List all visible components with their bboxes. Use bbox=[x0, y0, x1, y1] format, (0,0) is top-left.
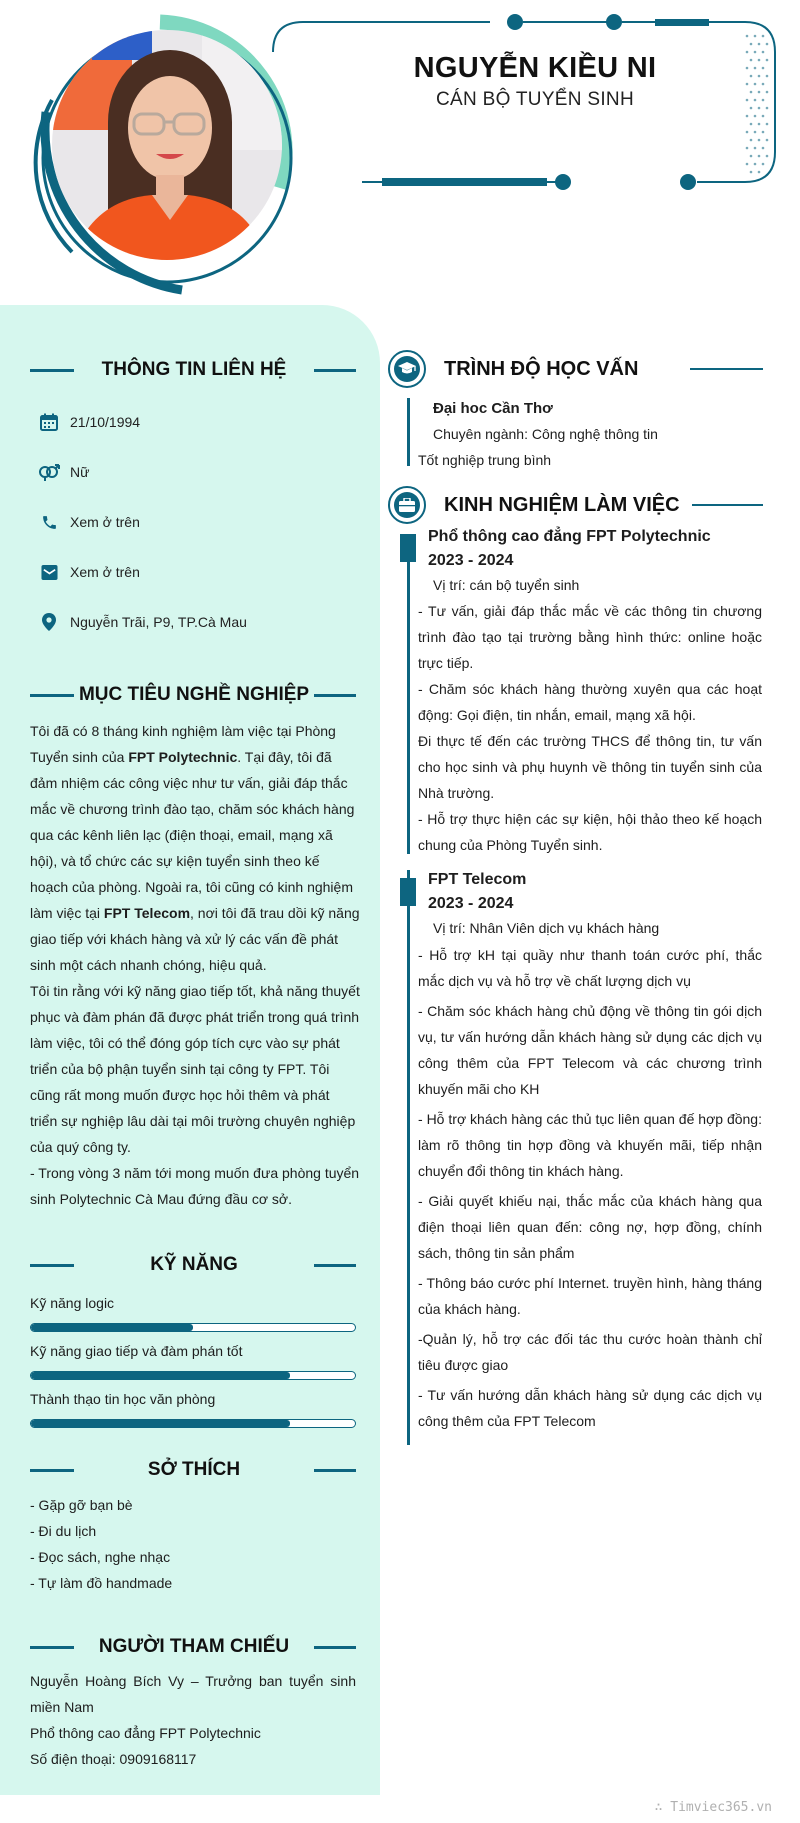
company-highlight: FPT Telecom bbox=[103, 905, 191, 921]
company-name: FPT Telecom bbox=[428, 871, 527, 888]
objective-text bbox=[30, 718, 360, 1212]
job-role: Vị trí: Nhân Viên dịch vụ khách hàng bbox=[433, 920, 660, 936]
school-major: Chuyên ngành: Công nghệ thông tin bbox=[433, 426, 658, 442]
skill-label: Thành thạo tin học văn phòng bbox=[30, 1391, 216, 1407]
reference-line: Nguyễn Hoàng Bích Vy – Trưởng ban tuyển sinh miền Nam bbox=[30, 1673, 356, 1715]
job-detail-line: Đi thực tế đến các trường THCS để thông tin, tư vấn cho học sinh và phụ huynh về thông tin tuyển sinh của Nhà trường. bbox=[418, 733, 762, 801]
education-icon-circle bbox=[388, 350, 426, 388]
job-detail-line: - Giải quyết khiếu nại, thắc mắc của khách hàng qua điện thoại liên quan đến: công nợ, hợp đồng, chính sách, thông tin sản phẩm bbox=[418, 1193, 762, 1261]
education-heading-text: TRÌNH ĐỘ HỌC VẤN bbox=[444, 357, 639, 380]
objective-heading bbox=[30, 680, 356, 710]
experience-heading bbox=[388, 486, 763, 524]
list-item: - Gặp gỡ bạn bè bbox=[30, 1497, 133, 1513]
job-title: CÁN BỘ TUYỂN SINH bbox=[436, 89, 634, 110]
list-item: - Đi du lịch bbox=[30, 1523, 97, 1539]
job-detail-line: - Chăm sóc khách hàng chủ động về thông tin gói dịch vụ, tư vấn hướng dẫn khách hàng sử dụng các dịch vụ công thêm của FPT Telecom và các chương trình khuyến mãi cho KH bbox=[418, 1003, 762, 1097]
experience-icon-circle bbox=[388, 486, 426, 524]
avatar bbox=[52, 30, 282, 260]
skill-bar bbox=[30, 1419, 356, 1428]
calendar-icon bbox=[38, 411, 60, 433]
skill-label: Kỹ năng giao tiếp và đàm phán tốt bbox=[30, 1343, 243, 1359]
skill-bar bbox=[30, 1323, 356, 1332]
education-heading bbox=[388, 350, 763, 388]
education-timeline bbox=[407, 398, 410, 466]
hobbies-heading bbox=[30, 1455, 356, 1485]
skill-bar bbox=[30, 1371, 356, 1380]
hobbies-list bbox=[30, 1492, 360, 1596]
job-period: 2023 - 2024 bbox=[428, 895, 514, 912]
job-timeline bbox=[407, 534, 410, 854]
job-details bbox=[418, 598, 762, 858]
reference-line: Số điện thoại: 0909168117 bbox=[30, 1751, 197, 1767]
skill-fill bbox=[31, 1324, 193, 1331]
job-detail-line: - Tư vấn hướng dẫn khách hàng sử dụng các dịch vụ công thêm của FPT Telecom bbox=[418, 1387, 762, 1429]
skill-item bbox=[30, 1295, 356, 1332]
avatar-portrait bbox=[52, 30, 282, 260]
address-value: Nguyễn Trãi, P9, TP.Cà Mau bbox=[70, 614, 247, 630]
job-period: 2023 - 2024 bbox=[428, 552, 514, 569]
birthday-value: 21/10/1994 bbox=[70, 414, 141, 430]
skill-fill bbox=[31, 1420, 290, 1427]
contact-birthday bbox=[38, 409, 368, 435]
contact-gender bbox=[38, 459, 368, 485]
skill-label: Kỹ năng logic bbox=[30, 1295, 115, 1311]
briefcase-icon bbox=[394, 492, 420, 518]
job-marker bbox=[400, 534, 416, 562]
job-detail-line: - Hỗ trợ khách hàng các thủ tục liên quan đế hợp đồng: làm rõ thông tin hợp đồng và khuyến mãi, tiếp nhận chuyển đổi thông tin khách hàng. bbox=[418, 1111, 762, 1179]
skill-item bbox=[30, 1343, 356, 1380]
job-detail-line: - Tư vấn, giải đáp thắc mắc về các thông tin chương trình đào tạo tại trường bằng hình thức: online hoặc trực tiếp. bbox=[418, 603, 762, 671]
hobbies-heading-text: SỞ THÍCH bbox=[147, 1459, 241, 1480]
skills-heading bbox=[30, 1250, 356, 1280]
job-timeline bbox=[407, 870, 410, 1445]
job-detail-line: - Chăm sóc khách hàng thường xuyên qua các hoạt động: Gọi điện, tin nhắn, email, mạng xã hội. bbox=[418, 681, 762, 723]
full-name: NGUYỄN KIỀU NI bbox=[413, 52, 657, 84]
skill-item bbox=[30, 1391, 356, 1428]
job-company bbox=[428, 525, 711, 573]
job-company bbox=[428, 868, 526, 916]
cv-header bbox=[0, 0, 800, 300]
experience-heading-text: KINH NGHIỆM LÀM VIỆC bbox=[444, 493, 680, 516]
contact-phone bbox=[38, 509, 368, 535]
objective-heading-text: MỤC TIÊU NGHỀ NGHIỆP bbox=[78, 684, 310, 705]
job-detail-line: -Quản lý, hỗ trợ các đối tác thu cước hoàn thành chỉ tiêu được giao bbox=[418, 1331, 762, 1373]
phone-value: Xem ở trên bbox=[70, 514, 140, 530]
contact-heading-text: THÔNG TIN LIÊN HỆ bbox=[101, 359, 287, 380]
school-result: Tốt nghiệp trung bình bbox=[418, 452, 552, 468]
skill-fill bbox=[31, 1372, 290, 1379]
objective-paragraph-3: - Trong vòng 3 năm tới mong muốn đưa phòng tuyển sinh Polytechnic Cà Mau đứng đầu cơ sở. bbox=[30, 1165, 360, 1207]
job-details bbox=[418, 942, 762, 1434]
job-detail-line: - Hỗ trợ kH tại quầy như thanh toán cước phí, thắc mắc dịch vụ và hỗ trợ về chất lượng dịch vụ bbox=[418, 947, 762, 989]
gender-value: Nữ bbox=[70, 464, 90, 480]
company-highlight: FPT Polytechnic bbox=[128, 749, 238, 765]
objective-paragraph-2: Tôi tin rằng với kỹ năng giao tiếp tốt, khả năng thuyết phục và đàm phán đã được phát triển trong quá trình làm việc, tôi có thể đóng góp tích cực vào sự phát triển của bộ phận tuyển sinh tại công ty FPT. Tôi cũng rất mong muốn được học hỏi thêm và phát triển sự nghiệp lâu dài tại môi trường chuyên nghiệp của quý công ty. bbox=[30, 983, 360, 1155]
reference-heading bbox=[30, 1632, 356, 1662]
name-block bbox=[400, 52, 670, 111]
email-value: Xem ở trên bbox=[70, 564, 140, 580]
skills-heading-text: KỸ NĂNG bbox=[150, 1254, 238, 1275]
avatar-wrapper bbox=[52, 30, 282, 260]
reference-text bbox=[30, 1668, 356, 1772]
job-detail-line: - Hỗ trợ thực hiện các sự kiện, hội thảo theo kế hoạch chung của Phòng Tuyển sinh. bbox=[418, 811, 762, 853]
gender-icon bbox=[38, 461, 60, 483]
graduation-cap-icon bbox=[394, 356, 420, 382]
location-pin-icon bbox=[38, 611, 60, 633]
job-detail-line: - Thông báo cước phí Internet. truyền hình, hàng tháng của khách hàng. bbox=[418, 1275, 762, 1317]
list-item: - Đọc sách, nghe nhạc bbox=[30, 1549, 171, 1565]
job-role: Vị trí: cán bộ tuyển sinh bbox=[433, 577, 580, 593]
objective-paragraph-1: Tôi đã có 8 tháng kinh nghiệm làm việc tại Phòng Tuyển sinh của FPT Polytechnic. Tại đây, tôi đã đảm nhiệm các công việc như tư vấn, giải đáp thắc mắc về chương trình đào tạo, chăm sóc khách hàng qua các kênh liên lạc (điện thoại, email, mạng xã hội), và tổ chức các sự kiện tuyển sinh theo kế hoạch của phòng. Ngoài ra, tôi cũng có kinh nghiệm làm việc tại FPT Telecom, nơi tôi đã trau dồi kỹ năng giao tiếp với khách hàng và xử lý các vấn đề phát sinh một cách nhanh chóng, hiệu quả. bbox=[30, 723, 360, 973]
list-item: - Tự làm đồ handmade bbox=[30, 1575, 173, 1591]
reference-heading-text: NGƯỜI THAM CHIẾU bbox=[98, 1636, 290, 1657]
contact-heading bbox=[30, 355, 356, 385]
phone-icon bbox=[38, 511, 60, 533]
email-icon bbox=[38, 561, 60, 583]
reference-line: Phổ thông cao đẳng FPT Polytechnic bbox=[30, 1725, 261, 1741]
company-name: Phổ thông cao đẳng FPT Polytechnic bbox=[428, 528, 711, 545]
watermark: ∴ Timviec365.vn bbox=[654, 1800, 772, 1815]
job-marker bbox=[400, 878, 416, 906]
school-name: Đại hoc Cần Thơ bbox=[433, 400, 553, 417]
contact-email bbox=[38, 559, 368, 585]
contact-address bbox=[38, 609, 368, 635]
